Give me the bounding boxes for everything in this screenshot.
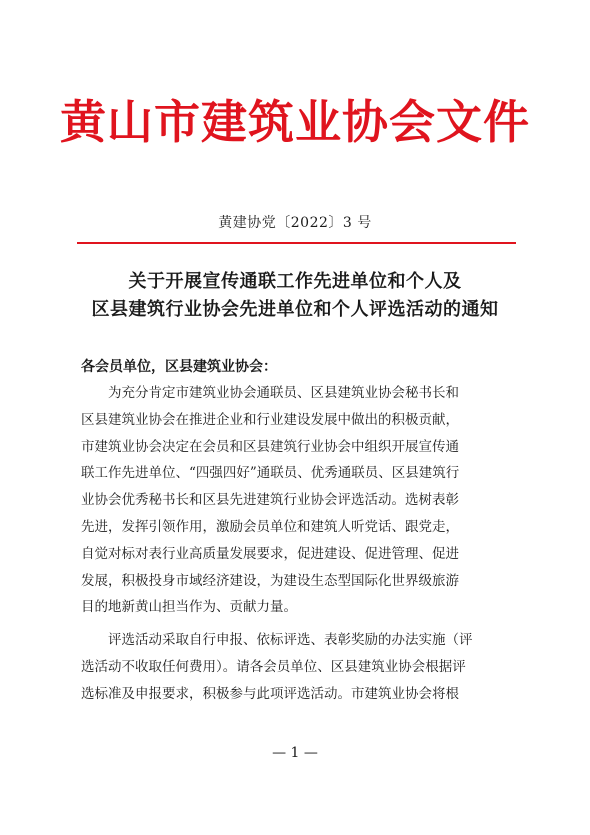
document-title-line-2: 区县建筑行业协会先进单位和个人评选活动的通知	[91, 299, 499, 320]
document-title-line-1: 关于开展宣传通联工作先进单位和个人及	[128, 271, 462, 292]
salutation: 各会员单位，区县建筑业协会：	[81, 359, 277, 375]
body-text	[81, 380, 517, 708]
paragraph-line: 区县建筑业协会在推进企业和行业建设发展中做出的积极贡献，	[81, 411, 459, 428]
page-number: — 1 —	[272, 745, 318, 761]
paragraph-line: 先进，发挥引领作用，激励会员单位和建筑人听党话、跟党走，	[81, 518, 459, 535]
paragraph-line: 评选活动采取自行申报、依标评选、表彰奖励的办法实施（评	[108, 632, 473, 649]
paragraph-line: 为充分肯定市建筑业协会通联员、区县建筑业协会秘书长和	[108, 385, 459, 401]
paragraph-line: 联工作先进单位、“四强四好”通联员、优秀通联员、区县建筑行	[81, 465, 460, 482]
paragraph-line: 选标准及申报要求，积极参与此项评选活动。市建筑业协会将根	[81, 685, 459, 702]
paragraph-line: 市建筑业协会决定在会员和区县建筑行业协会中组织开展宣传通	[81, 438, 459, 455]
red-divider-line	[77, 242, 516, 244]
document-title	[0, 268, 590, 324]
paragraph-line: 业协会优秀秘书长和区县先进建筑行业协会评选活动。选树表彰	[81, 492, 459, 509]
paragraph-line: 选活动不收取任何费用）。请各会员单位、区县建筑业协会根据评	[81, 658, 466, 675]
document-header-title: 黄山市建筑业协会文件	[60, 95, 530, 149]
paragraph-line: 目的地新黄山担当作为、贡献力量。	[81, 599, 297, 616]
document-number: 黄建协党〔2022〕3 号	[218, 215, 372, 231]
paragraph-line: 发展，积极投身市域经济建设，为建设生态型国际化世界级旅游	[81, 572, 459, 589]
paragraph-line: 自觉对标对表行业高质量发展要求，促进建设、促进管理、促进	[81, 545, 459, 562]
